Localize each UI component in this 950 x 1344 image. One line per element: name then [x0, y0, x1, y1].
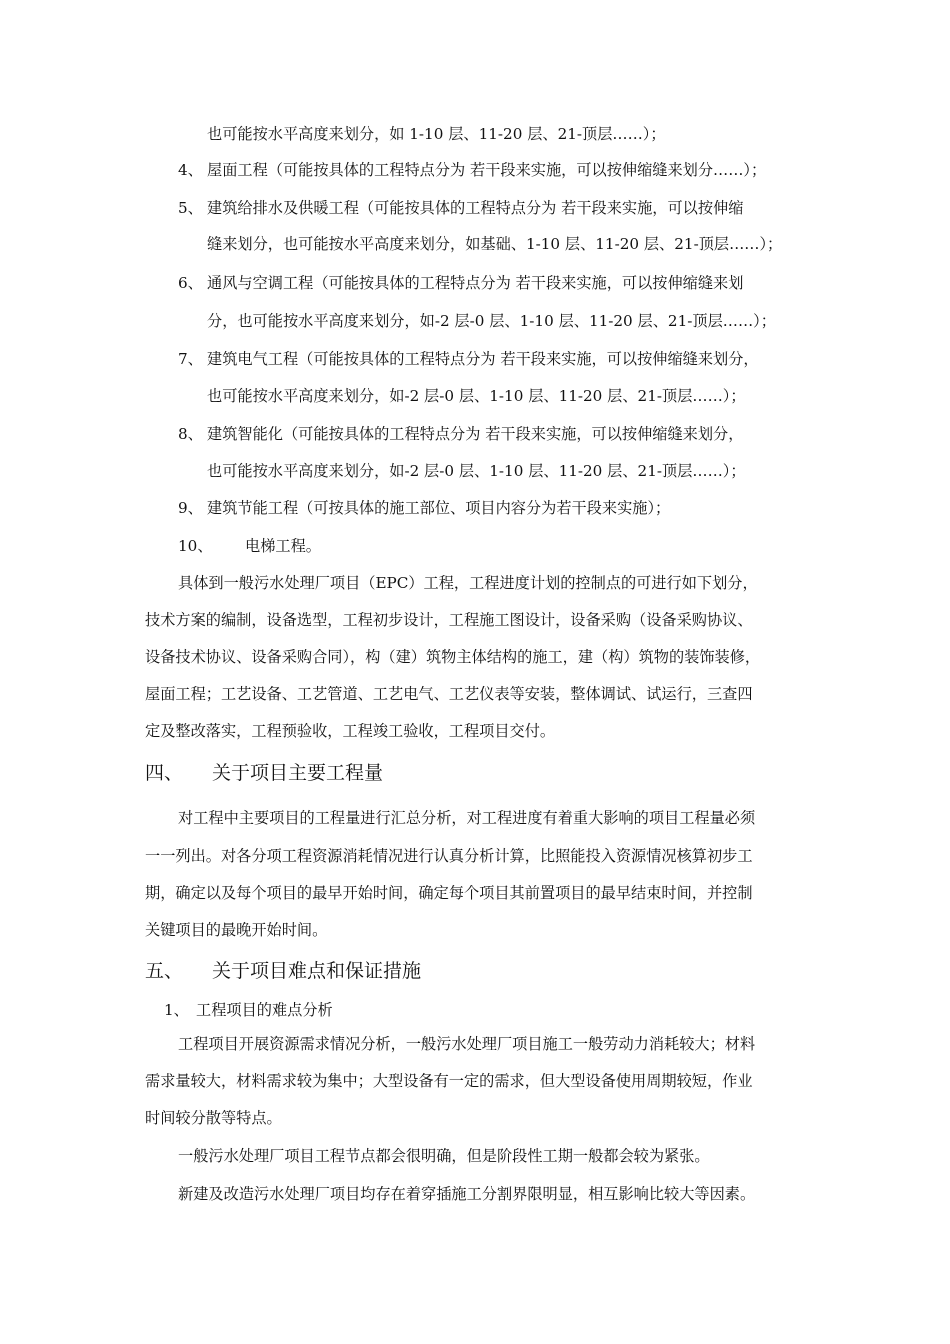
- paragraph-3-line-3: 时间较分散等特点。: [145, 1109, 282, 1127]
- list-number-7: 7、: [178, 350, 203, 368]
- paragraph-2-line-3: 期，确定以及每个项目的最早开始时间，确定每个项目其前置项目的最早结束时间，并控制: [145, 884, 753, 902]
- list-number-5: 5、: [178, 199, 203, 217]
- list-item-8-line-2: 也可能按水平高度来划分，如-2 层-0 层、1-10 层、11-20 层、21-顶层……）；: [207, 462, 746, 480]
- paragraph-1-line-2: 技术方案的编制，设备选型，工程初步设计，工程施工图设计，设备采购（设备采购协议、: [145, 611, 753, 629]
- list-item-8-line-1: 建筑智能化（可能按具体的工程特点分为 若干段来实施，可以按伸缩缝来划分，: [207, 425, 744, 443]
- list-number-4: 4、: [178, 161, 203, 179]
- list-number-8: 8、: [178, 425, 203, 443]
- section-5-number: 五、: [145, 960, 184, 982]
- list-item-7-line-1: 建筑电气工程（可能按具体的工程特点分为 若干段来实施，可以按伸缩缝来划分，: [207, 350, 759, 368]
- section-5-heading: 关于项目难点和保证措施: [212, 960, 422, 982]
- section-4-heading: 关于项目主要工程量: [212, 762, 384, 784]
- paragraph-4-line-1: 一般污水处理厂项目工程节点都会很明确，但是阶段性工期一般都会较为紧张。: [178, 1147, 710, 1165]
- section-4-number: 四、: [145, 762, 184, 784]
- list-item-6-line-2: 分，也可能按水平高度来划分，如-2 层-0 层、1-10 层、11-20 层、21-顶层……）；: [207, 312, 776, 330]
- paragraph-5-line-1: 新建及改造污水处理厂项目均存在着穿插施工分割界限明显，相互影响比较大等因素。: [178, 1185, 756, 1203]
- list-item-9-line-1: 建筑节能工程（可按具体的施工部位、项目内容分为若干段来实施）；: [207, 499, 671, 517]
- subsection-1-heading: 工程项目的难点分析: [196, 1001, 333, 1019]
- paragraph-1-line-1: 具体到一般污水处理厂项目（EPC）工程，工程进度计划的控制点的可进行如下划分，: [178, 574, 758, 592]
- list-number-6: 6、: [178, 274, 203, 292]
- paragraph-3-line-2: 需求量较大，材料需求较为集中；大型设备有一定的需求，但大型设备使用周期较短，作业: [145, 1072, 753, 1090]
- list-item-4-line-1: 屋面工程（可能按具体的工程特点分为 若干段来实施，可以按伸缩缝来划分……）；: [207, 161, 767, 179]
- paragraph-2-line-1: 对工程中主要项目的工程量进行汇总分析，对工程进度有着重大影响的项目工程量必须: [178, 809, 756, 827]
- list-item-3-line-2: 也可能按水平高度来划分，如 1-10 层、11-20 层、21-顶层……）；: [207, 125, 666, 143]
- paragraph-2-line-4: 关键项目的最晚开始时间。: [145, 921, 328, 939]
- list-item-5-line-1: 建筑给排水及供暖工程（可能按具体的工程特点分为 若干段来实施，可以按伸缩: [207, 199, 744, 217]
- subsection-1-number: 1、: [164, 1001, 189, 1019]
- list-number-10: 10、: [178, 537, 213, 555]
- paragraph-3-line-1: 工程项目开展资源需求情况分析，一般污水处理厂项目施工一般劳动力消耗较大；材料: [178, 1035, 756, 1053]
- list-item-7-line-2: 也可能按水平高度来划分，如-2 层-0 层、1-10 层、11-20 层、21-顶层……）；: [207, 387, 746, 405]
- list-number-9: 9、: [178, 499, 203, 517]
- paragraph-2-line-2: 一一列出。对各分项工程资源消耗情况进行认真分析计算，比照能投入资源情况核算初步工: [145, 847, 753, 865]
- list-item-5-line-2: 缝来划分，也可能按水平高度来划分，如基础、1-10 层、11-20 层、21-顶层……）；: [207, 235, 783, 253]
- paragraph-1-line-4: 屋面工程；工艺设备、工艺管道、工艺电气、工艺仪表等安装，整体调试、试运行，三查四: [145, 685, 753, 703]
- list-item-10-line-1: 电梯工程。: [245, 537, 321, 555]
- paragraph-1-line-3: 设备技术协议、设备采购合同），构（建）筑物主体结构的施工，建（构）筑物的装饰装修，: [145, 648, 761, 666]
- paragraph-1-line-5: 定及整改落实，工程预验收，工程竣工验收，工程项目交付。: [145, 722, 556, 740]
- list-item-6-line-1: 通风与空调工程（可能按具体的工程特点分为 若干段来实施，可以按伸缩缝来划: [207, 274, 744, 292]
